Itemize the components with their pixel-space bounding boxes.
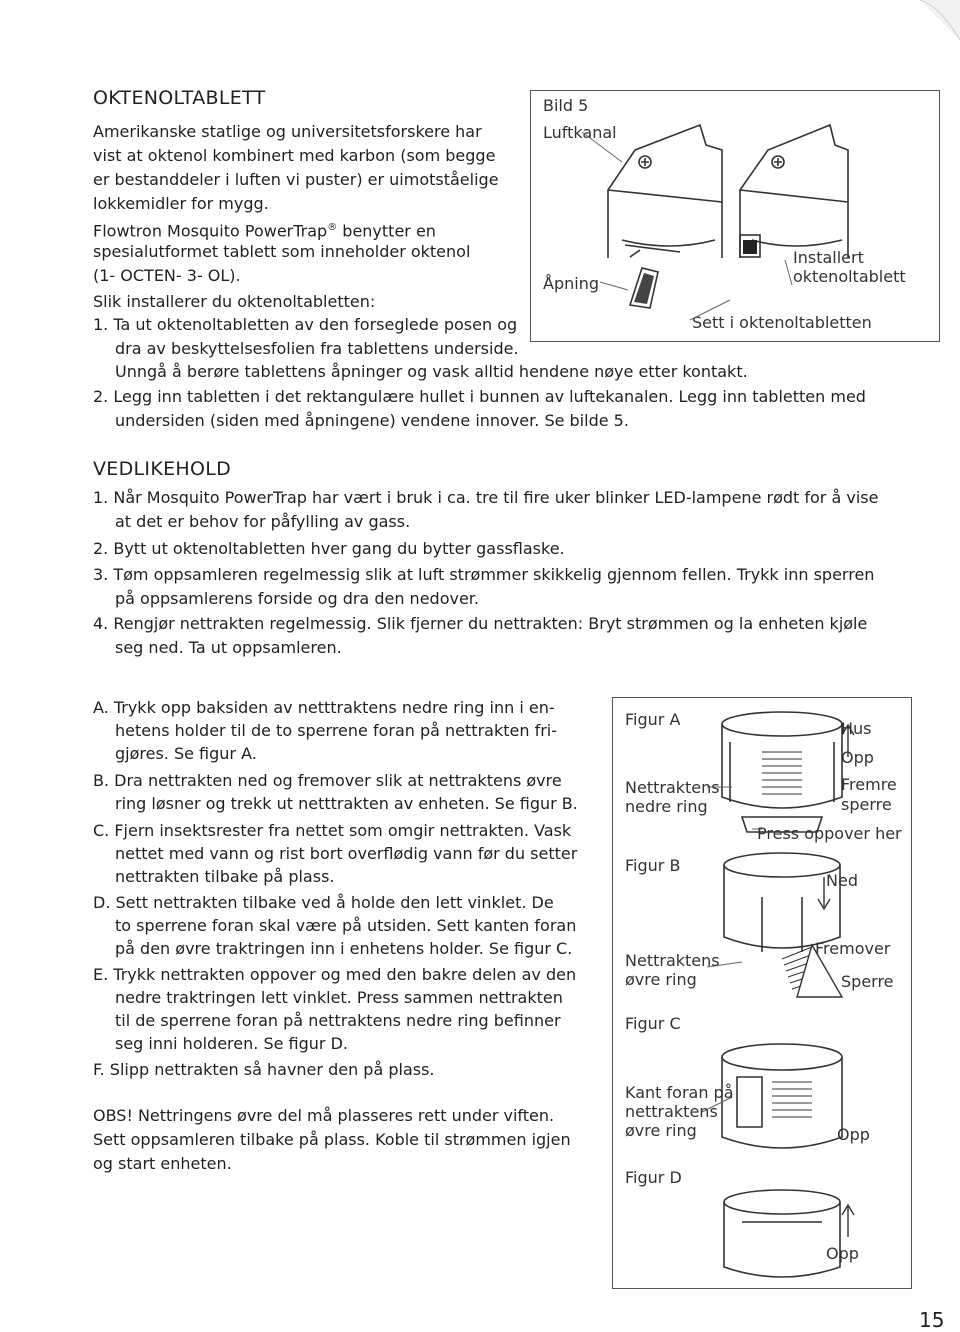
step-e-line: seg inni holderen. Se figur D. [115, 1034, 348, 1053]
sperre-label: Sperre [841, 972, 894, 991]
step2-text: undersiden (siden med åpningene) vendene innover. [115, 411, 540, 430]
hus-label: Hus [841, 719, 872, 738]
maintenance-item: at det er behov for påfylling av gass. [115, 512, 411, 531]
step-d-line: på den øvre traktringen inn i enhetens holder. Se figur C. [115, 939, 573, 958]
section-heading-oktenol: OKTENOLTABLETT [93, 87, 266, 109]
press-label: Press oppover her [757, 824, 902, 843]
step-b-line: B. Dra nettrakten ned og fremover slik at nettraktens øvre [93, 771, 562, 790]
install-title: Slik installerer du oktenoltabletten: [93, 292, 376, 311]
flowtron-line: spesialutformet tablett som inneholder oktenol [93, 242, 471, 261]
step1-line: 1. Ta ut oktenoltabletten av den forseglede posen og [93, 315, 518, 334]
step-c-line: nettet med vann og rist bort overflødig vann før du setter [115, 844, 578, 863]
step-e-line: E. Trykk nettrakten oppover og med den bakre delen av den [93, 965, 577, 984]
step2-line [93, 409, 629, 432]
figure-b-title: Figur B [625, 856, 681, 875]
intro-line: lokkemidler for mygg. [93, 194, 269, 213]
kant-label: øvre ring [625, 1121, 697, 1140]
figure-c-net [772, 1082, 812, 1117]
kant-label: nettraktens [625, 1102, 718, 1121]
step-c-line: C. Fjern insektsrester fra nettet som omgir nettrakten. Vask [93, 821, 572, 840]
ovre-ring-label: øvre ring [625, 970, 697, 989]
figure-reference: Se bilde 5. [544, 411, 629, 430]
step-a-line: gjøres. Se figur A. [115, 744, 257, 763]
obs-line: og start enheten. [93, 1154, 232, 1173]
intro-line: Amerikanske statlige og universitetsforskere har [93, 122, 482, 141]
step1-line: dra av beskyttelsesfolien fra tablettens underside. [115, 339, 519, 358]
ovre-ring-label: Nettraktens [625, 951, 720, 970]
step2-line: 2. Legg inn tabletten i det rektangulære hullet i bunnen av luftekanalen. Legg inn tabletten med [93, 387, 866, 406]
maintenance-item: seg ned. Ta ut oppsamleren. [115, 638, 342, 657]
fremover-label: Fremover [815, 939, 891, 958]
step-e-line: til de sperrene foran på nettraktens nedre ring befinner [115, 1011, 561, 1030]
obs-text: Nettringens øvre del må plasseres rett under viften. [132, 1106, 555, 1125]
fremre-sperre-label: Fremre [841, 775, 897, 794]
step-d-line: to sperrene foran skal være på utsiden. Sett kanten foran [115, 916, 577, 935]
maintenance-item: 1. Når Mosquito PowerTrap har vært i bruk i ca. tre til fire uker blinker LED-lampene rødt for å vise [93, 488, 879, 507]
step-a-line: A. Trykk opp baksiden av netttraktens nedre ring inn i en- [93, 698, 555, 717]
step-d-line: D. Sett nettrakten tilbake ved å holde den lett vinklet. De [93, 893, 554, 912]
bild5-sett-i-label: Sett i oktenoltabletten [692, 313, 872, 332]
flowtron-rest: benytter en [337, 221, 436, 241]
fremre-sperre-label: sperre [841, 795, 892, 814]
flowtron-line [93, 216, 436, 242]
figure-c-title: Figur C [625, 1014, 681, 1033]
flowtron-line: (1- OCTEN- 3- OL). [93, 266, 241, 285]
figure-b-drawing [724, 853, 840, 952]
intro-line: vist at oktenol kombinert med karbon (som begge [93, 146, 496, 165]
figure-a-title: Figur A [625, 710, 681, 729]
intro-line: er bestanddeler i luften vi puster) er uimotståelige [93, 170, 499, 189]
step-f-line: F. Slipp nettrakten så havner den på plass. [93, 1060, 435, 1079]
step-a-line: hetens holder til de to sperrene foran på nettrakten fri- [115, 721, 557, 740]
registered-mark: ® [327, 222, 338, 233]
opp-label: Opp [826, 1244, 859, 1263]
section-heading-vedlikehold: VEDLIKEHOLD [93, 458, 232, 480]
ned-label: Ned [826, 871, 858, 890]
bild5-title: Bild 5 [543, 96, 589, 115]
page-number: 15 [919, 1308, 945, 1332]
nedre-ring-label: Nettraktens [625, 778, 720, 797]
maintenance-item: 3. Tøm oppsamleren regelmessig slik at luft strømmer skikkelig gjennom fellen. Trykk inn sperren [93, 565, 875, 584]
nedre-ring-label: nedre ring [625, 797, 708, 816]
obs-note [93, 1104, 554, 1127]
bild5-installert-label: Installert [793, 248, 864, 267]
opp-label: Opp [841, 748, 874, 767]
obs-line: Sett oppsamleren tilbake på plass. Koble til strømmen igjen [93, 1130, 571, 1149]
kant-label: Kant foran på [625, 1083, 734, 1102]
up-arrow-d-icon [842, 1205, 854, 1237]
figure-d-drawing [724, 1190, 840, 1277]
step-b-line: ring løsner og trekk ut netttrakten av enheten. Se figur B. [115, 794, 578, 813]
maintenance-item: 4. Rengjør nettrakten regelmessig. Slik fjerner du nettrakten: Bryt strømmen og la enheten kjøle [93, 614, 868, 633]
bild5-luftkanal-label: Luftkanal [543, 123, 617, 142]
bild5-apning-label: Åpning [543, 274, 599, 293]
obs-label: OBS! [93, 1106, 133, 1125]
figure-a-net [762, 752, 802, 794]
air-duct-illustration [530, 90, 938, 340]
product-name: Flowtron Mosquito PowerTrap [93, 221, 328, 241]
maintenance-item: på oppsamlerens forside og dra den nedover. [115, 589, 479, 608]
figure-d-title: Figur D [625, 1168, 682, 1187]
maintenance-item: 2. Bytt ut oktenoltabletten hver gang du bytter gassflaske. [93, 539, 565, 558]
bild5-installert-label: oktenoltablett [793, 267, 906, 286]
figure-a-drawing [722, 712, 842, 832]
opp-label: Opp [837, 1125, 870, 1144]
step-c-line: nettrakten tilbake på plass. [115, 867, 335, 886]
step1-line: Unngå å berøre tablettens åpninger og vask alltid hendene nøye etter kontakt. [115, 362, 748, 381]
step-e-line: nedre traktringen lett vinklet. Press sammen nettrakten [115, 988, 563, 1007]
page-corner-decoration [920, 0, 960, 40]
